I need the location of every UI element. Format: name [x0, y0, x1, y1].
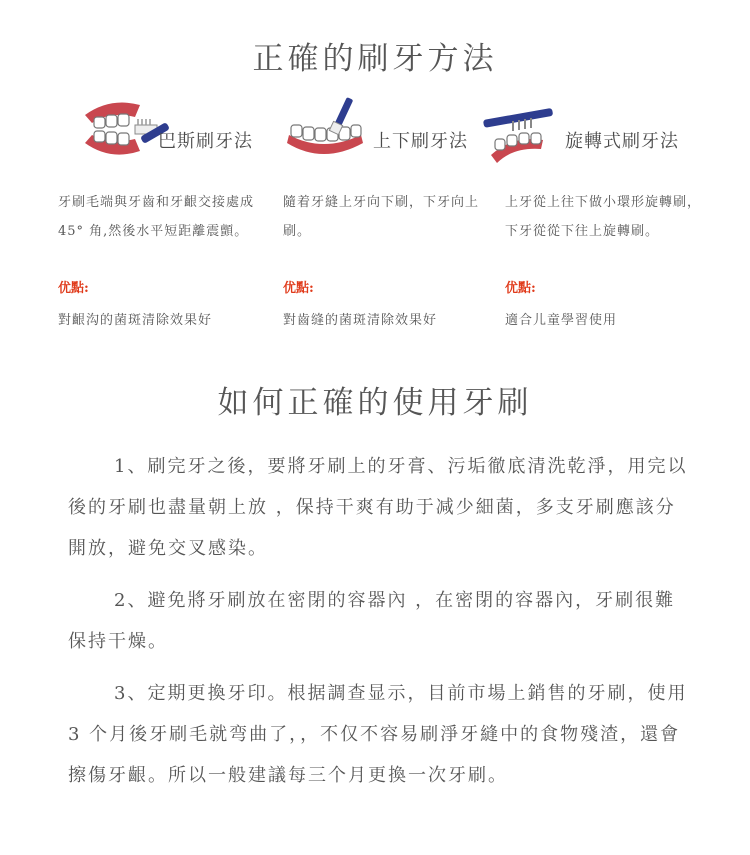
rotation-method-teeth-icon	[483, 95, 568, 165]
advantage-label: 优點:	[58, 281, 89, 296]
tip-paragraph	[68, 580, 688, 662]
advantage-label: 优點:	[505, 281, 536, 296]
advantage-label: 优點:	[283, 281, 314, 296]
tip-text: 1、刷完牙之後，要將牙刷上的牙膏、污垢徹底清洗乾淨，用完以後的牙刷也盡量朝上放 ，保持干爽有助于减少細菌，多支牙刷應該分開放，避免交叉感染。	[68, 456, 688, 559]
method-bass	[58, 95, 288, 335]
advantage-text: 適合儿童學習使用	[505, 313, 618, 328]
tip-text: 2、避免將牙刷放在密閉的容器內 ，在密閉的容器內，牙刷很難保持干燥。	[68, 590, 676, 652]
page-title: 正確的刷牙方法	[252, 41, 498, 77]
method-description: 上牙從上往下做小環形旋轉刷，下牙從從下往上旋轉刷。	[505, 195, 702, 239]
updown-method-teeth-icon	[283, 95, 373, 165]
section-title: 如何正確的使用牙刷	[217, 385, 533, 421]
advantage-text: 對齦沟的菌斑清除效果好	[58, 313, 213, 328]
method-description: 牙刷毛端與牙齒和牙齦交接處成45° 角,然後水平短距離震顫。	[58, 195, 255, 239]
advantage-text: 對齒缝的菌斑清除效果好	[283, 313, 438, 328]
method-name: 旋轉式刷牙法	[565, 131, 679, 152]
tip-paragraph	[68, 446, 688, 569]
method-name: 巴斯刷牙法	[158, 131, 253, 152]
tip-text: 3、定期更換牙印。根据調查显示，目前市場上銷售的牙刷，使用 3 个月後牙刷毛就弯曲了，，不仅不容易刷淨牙縫中的食物殘渣，還會擦傷牙齦。所以一般建議每三个月更換一次牙刷。	[68, 683, 688, 786]
tip-paragraph	[68, 673, 688, 796]
method-rotation	[505, 95, 735, 335]
method-updown	[283, 95, 513, 335]
method-name: 上下刷牙法	[373, 131, 468, 152]
method-description: 隨着牙縫上牙向下刷，下牙向上刷。	[283, 195, 480, 239]
